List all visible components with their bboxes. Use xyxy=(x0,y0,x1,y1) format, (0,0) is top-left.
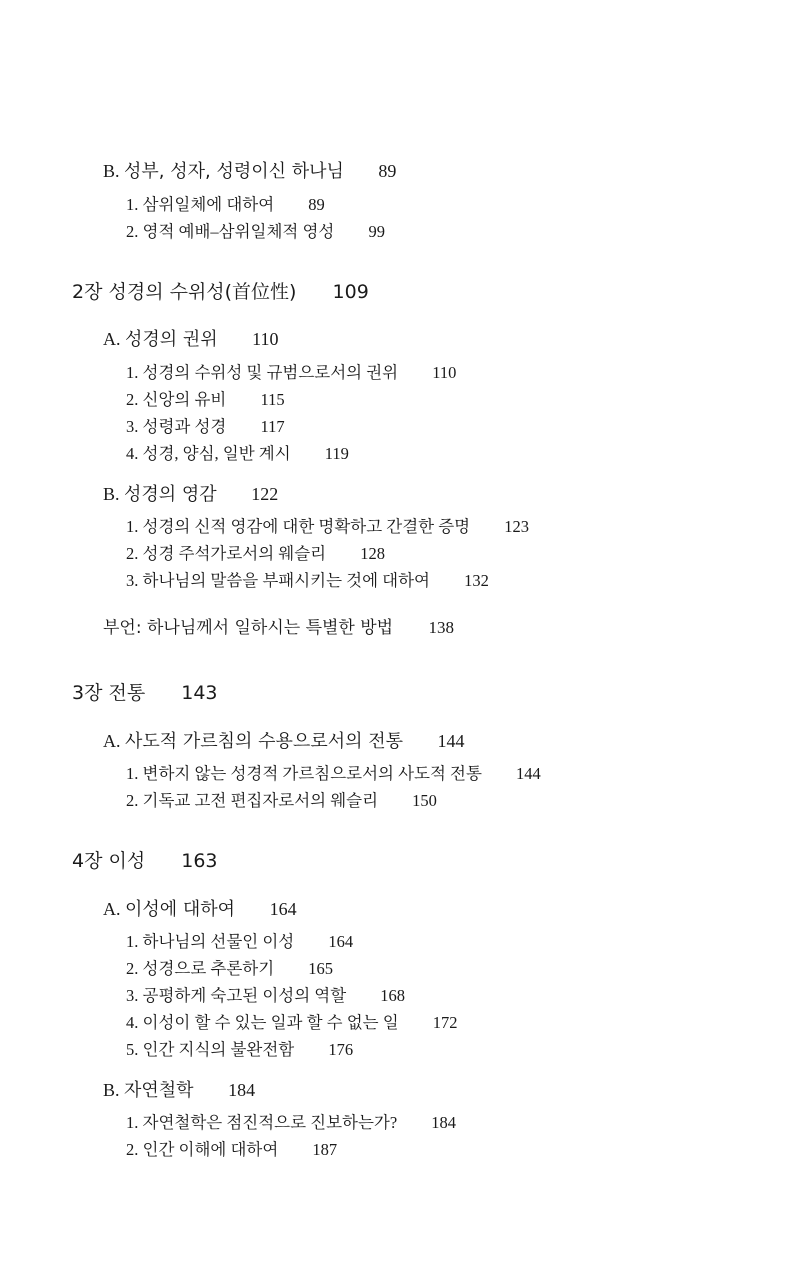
page-number: 164 xyxy=(328,932,354,951)
item-title: 영적 예배–삼위일체적 영성 xyxy=(142,222,335,241)
item-number: 2. xyxy=(126,959,139,978)
toc-item xyxy=(126,573,489,590)
toc-item xyxy=(126,1142,337,1159)
section-label: A. xyxy=(103,329,121,349)
section-title: 성부, 성자, 성령이신 하나님 xyxy=(124,161,344,182)
section-title: 성경의 권위 xyxy=(125,329,218,350)
item-number: 3. xyxy=(126,417,139,436)
section-label: B. xyxy=(103,484,120,504)
page-number: 89 xyxy=(308,195,325,214)
item-number: 2. xyxy=(126,390,139,409)
page-number: 184 xyxy=(228,1080,256,1100)
item-title: 자연철학은 점진적으로 진보하는가? xyxy=(142,1113,398,1132)
page-number: 144 xyxy=(437,731,465,751)
item-title: 인간 이해에 대하여 xyxy=(142,1140,279,1159)
page-number: 163 xyxy=(181,850,218,872)
chapter-heading xyxy=(72,283,369,302)
item-number: 3. xyxy=(126,571,139,590)
item-number: 4. xyxy=(126,444,139,463)
item-number: 4. xyxy=(126,1013,139,1032)
item-title: 삼위일체에 대하여 xyxy=(142,195,275,214)
item-title: 변하지 않는 성경적 가르침으로서의 사도적 전통 xyxy=(142,764,482,783)
toc-item xyxy=(126,934,353,951)
page-number: 168 xyxy=(380,986,406,1005)
section-label: A. xyxy=(103,731,121,751)
section-label: B. xyxy=(103,1080,120,1100)
page-number: 109 xyxy=(332,281,369,303)
page-number: 187 xyxy=(312,1140,338,1159)
toc-item xyxy=(126,419,285,436)
toc-item xyxy=(126,546,385,563)
item-number: 1. xyxy=(126,363,139,382)
page-number: 172 xyxy=(432,1013,458,1032)
toc-item xyxy=(126,224,385,241)
item-number: 2. xyxy=(126,791,139,810)
addendum-title: 부언: 하나님께서 일하시는 특별한 방법 xyxy=(103,618,394,638)
chapter-title: 3장 전통 xyxy=(72,682,146,704)
item-title: 하나님의 말씀을 부패시키는 것에 대하여 xyxy=(142,571,430,590)
section-heading xyxy=(103,1081,255,1100)
item-number: 1. xyxy=(126,517,139,536)
item-title: 이성이 할 수 있는 일과 할 수 없는 일 xyxy=(142,1013,399,1032)
page-number: 164 xyxy=(269,899,297,919)
toc-item xyxy=(126,446,349,463)
item-title: 성경의 수위성 및 규범으로서의 권위 xyxy=(142,363,399,382)
page-number: 144 xyxy=(516,764,541,783)
toc-item xyxy=(126,365,456,382)
item-number: 2. xyxy=(126,544,139,563)
item-title: 신앙의 유비 xyxy=(142,390,227,409)
page-number: 99 xyxy=(368,222,385,241)
page-number: 184 xyxy=(431,1113,457,1132)
chapter-heading xyxy=(72,684,218,703)
section-title: 성경의 영감 xyxy=(124,484,217,505)
toc-item xyxy=(126,519,529,536)
page-number: 143 xyxy=(181,682,218,704)
section-title: 이성에 대하여 xyxy=(125,899,236,920)
page-number: 122 xyxy=(251,484,279,504)
section-heading xyxy=(103,162,396,181)
item-number: 5. xyxy=(126,1040,139,1059)
chapter-heading xyxy=(72,852,218,871)
section-label: B. xyxy=(103,161,120,181)
item-title: 성경 주석가로서의 웨슬리 xyxy=(142,544,327,563)
item-number: 1. xyxy=(126,764,139,783)
section-title: 사도적 가르침의 수용으로서의 전통 xyxy=(125,731,403,752)
page-number: 119 xyxy=(324,444,349,463)
item-title: 성경의 신적 영감에 대한 명확하고 간결한 증명 xyxy=(142,517,471,536)
toc-item xyxy=(126,1042,353,1059)
item-number: 2. xyxy=(126,1140,139,1159)
item-number: 1. xyxy=(126,1113,139,1132)
item-title: 성경으로 추론하기 xyxy=(142,959,275,978)
toc-item xyxy=(126,766,541,783)
page-number: 123 xyxy=(504,517,529,536)
toc-item xyxy=(126,988,405,1005)
chapter-title: 2장 성경의 수위성(首位性) xyxy=(72,281,297,303)
page-number: 110 xyxy=(432,363,457,382)
toc-item xyxy=(126,961,333,978)
toc-item xyxy=(126,392,285,409)
section-heading xyxy=(103,485,278,504)
section-label: A. xyxy=(103,899,121,919)
item-title: 공평하게 숙고된 이성의 역할 xyxy=(142,986,347,1005)
page-number: 150 xyxy=(412,791,437,810)
page-number: 89 xyxy=(378,161,397,181)
section-heading xyxy=(103,900,297,919)
toc-item xyxy=(126,1115,456,1132)
page-number: 132 xyxy=(464,571,489,590)
item-title: 기독교 고전 편집자로서의 웨슬리 xyxy=(142,791,379,810)
page-number: 128 xyxy=(360,544,385,563)
section-heading xyxy=(103,732,464,751)
page-number: 115 xyxy=(260,390,285,409)
item-number: 3. xyxy=(126,986,139,1005)
page-number: 138 xyxy=(428,618,455,637)
item-title: 성령과 성경 xyxy=(142,417,227,436)
page-number: 176 xyxy=(328,1040,354,1059)
page-number: 117 xyxy=(260,417,285,436)
item-title: 하나님의 선물인 이성 xyxy=(142,932,295,951)
item-number: 2. xyxy=(126,222,139,241)
toc-item xyxy=(126,793,437,810)
item-title: 성경, 양심, 일반 계시 xyxy=(142,444,291,463)
section-heading xyxy=(103,330,279,349)
addendum-heading xyxy=(103,619,454,637)
item-title: 인간 지식의 불완전함 xyxy=(142,1040,295,1059)
chapter-title: 4장 이성 xyxy=(72,850,146,872)
toc-item xyxy=(126,197,325,214)
page-number: 165 xyxy=(308,959,334,978)
item-number: 1. xyxy=(126,195,139,214)
item-number: 1. xyxy=(126,932,139,951)
page-number: 110 xyxy=(252,329,279,349)
section-title: 자연철학 xyxy=(124,1080,194,1101)
toc-item xyxy=(126,1015,458,1032)
